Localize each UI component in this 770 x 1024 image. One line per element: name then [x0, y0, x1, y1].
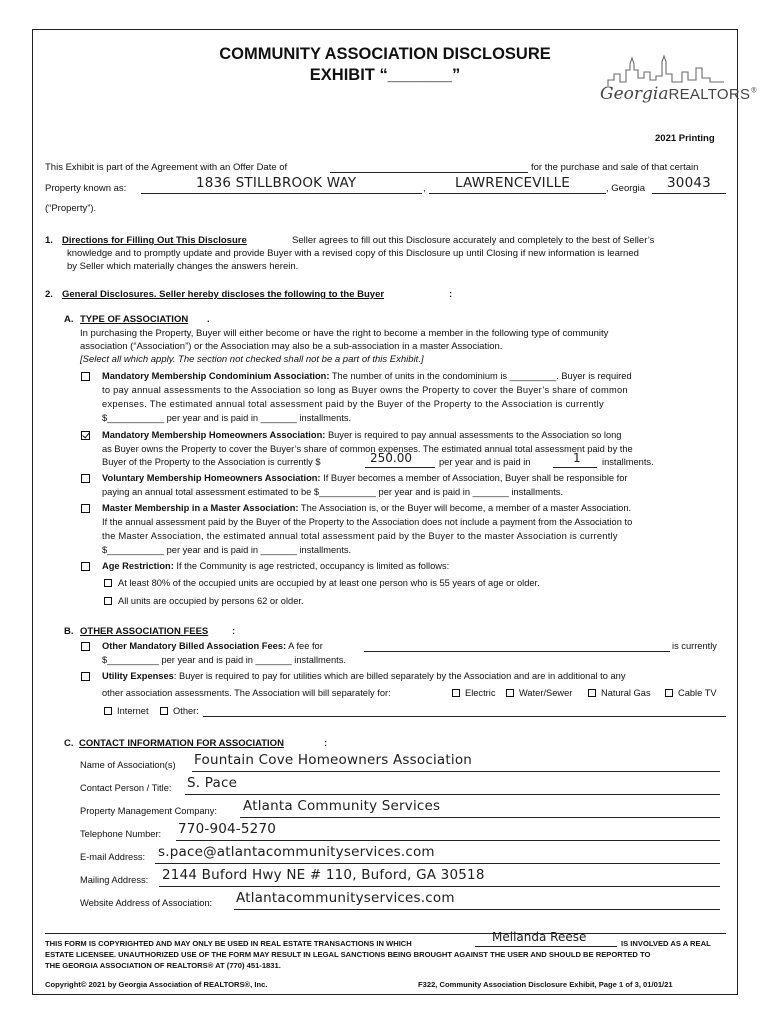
offer-date-field[interactable] — [330, 172, 528, 173]
intro-georgia: , Georgia — [606, 183, 646, 194]
zip-line — [652, 193, 726, 194]
other-utility-label: Other: — [173, 706, 199, 716]
internet-label: Internet — [117, 706, 149, 716]
hoa-amount-field[interactable]: 250.00 — [370, 451, 412, 465]
footer-copy-line3: THE GEORGIA ASSOCIATION OF REALTORS® AT (770) 451-1831. — [45, 961, 281, 970]
website-label: Website Address of Association: — [80, 898, 213, 908]
master-line3: the Master Association, the estimated annual total assessment paid by the Buyer to the master Association is currently — [102, 531, 618, 541]
condo-label: Mandatory Membership Condominium Association: — [102, 371, 330, 381]
other-utility-checkbox[interactable] — [160, 707, 168, 715]
contact-person-field[interactable]: S. Pace — [187, 775, 238, 791]
sectionC-heading: CONTACT INFORMATION FOR ASSOCIATION — [79, 738, 284, 749]
management-company-line — [240, 817, 720, 818]
age-label: Age Restriction: — [102, 561, 174, 571]
sectionB-letter: B. — [64, 626, 74, 637]
condo-line2: to pay annual assessments to the Association so long as Buyer owns the Property to cover the Buyer’s share of common — [102, 385, 628, 395]
management-company-field[interactable]: Atlanta Community Services — [243, 798, 441, 814]
hoa-text1: Buyer is required to pay annual assessments to the Association so long — [327, 430, 622, 440]
condo-line4: $___________ per year and is paid in _______ installments. — [102, 413, 352, 423]
section1-heading: Directions for Filling Out This Disclosure — [62, 235, 247, 246]
age-55-label: At least 80% of the occupied units are occupied by at least one person who is 55 years of age or older. — [118, 578, 540, 588]
sectionA-line1: In purchasing the Property, Buyer will either become or have the right to become a member in the following type of community — [80, 328, 609, 339]
utility-line1 — [102, 671, 626, 681]
telephone-line — [176, 840, 720, 841]
electric-label: Electric — [465, 688, 496, 698]
footer-copy-line2: ESTATE LICENSEE. UNAUTHORIZED USE OF THE FORM MAY RESULT IN LEGAL SANCTIONS BEING BROUGHT AGAINST THE USER AND SHOULD BE REPORTED TO — [45, 950, 651, 959]
email-line — [155, 863, 720, 864]
age-line1 — [102, 561, 449, 571]
exhibit-title: EXHIBIT “_______” — [309, 66, 461, 84]
form-title: COMMUNITY ASSOCIATION DISCLOSURE — [219, 45, 551, 63]
section1-number: 1. — [45, 235, 53, 246]
other-fees-currently: is currently — [672, 641, 717, 651]
age-62-checkbox[interactable] — [104, 597, 112, 605]
logo-reg: ® — [750, 86, 758, 95]
sectionA-line2: association (“Association”) or the Association may also be a sub-association in a master Association. — [80, 341, 503, 352]
electric-checkbox[interactable] — [452, 689, 460, 697]
hoa-mandatory-checkbox[interactable] — [81, 431, 90, 440]
intro-comma: , — [423, 183, 426, 194]
intro-line1-a: This Exhibit is part of the Agreement with an Offer Date of — [45, 162, 288, 173]
section1-line2: knowledge and to promptly update and provide Buyer with a revised copy of this Disclosure up until Closing if new information is learned — [67, 248, 639, 259]
hoa-installments-field[interactable]: 1 — [573, 451, 581, 465]
logo-wordmark — [600, 84, 757, 104]
sectionB-heading: OTHER ASSOCIATION FEES — [80, 626, 209, 637]
sectionC-colon: : — [324, 738, 328, 749]
property-zip-field[interactable]: 30043 — [667, 175, 711, 191]
sectionA-letter: A. — [64, 314, 74, 325]
other-fees-line1 — [102, 641, 323, 651]
age-restriction-checkbox[interactable] — [81, 562, 90, 571]
hoa-line3c: installments. — [602, 457, 654, 467]
logo-word: REALTORS — [668, 86, 751, 103]
contact-person-line — [185, 794, 720, 795]
condo-text1: The number of units in the condominium is _________. Buyer is required — [331, 371, 632, 381]
water-sewer-label: Water/Sewer — [519, 688, 573, 698]
age-62-label: All units are occupied by persons 62 or older. — [118, 596, 304, 606]
email-label: E-mail Address: — [80, 852, 146, 862]
hoa-installments-line — [553, 467, 597, 468]
internet-checkbox[interactable] — [104, 707, 112, 715]
hoa-amount-line — [365, 467, 435, 468]
other-fees-line2: $__________ per year and is paid in _______ installments. — [102, 655, 346, 665]
telephone-field[interactable]: 770-904-5270 — [178, 821, 277, 837]
section2-heading: General Disclosures. Seller hereby discloses the following to the Buyer — [62, 289, 385, 300]
fee-for-field[interactable] — [364, 651, 670, 652]
voluntary-line1 — [102, 473, 628, 483]
copyright-notice: Copyright© 2021 by Georgia Association of REALTORS®, Inc. — [45, 980, 268, 989]
assoc-name-line — [192, 771, 720, 772]
age-55-checkbox[interactable] — [104, 579, 112, 587]
sectionB-colon: : — [232, 626, 236, 637]
mailing-address-line — [159, 886, 720, 887]
voluntary-label: Voluntary Membership Homeowners Association: — [102, 473, 321, 483]
hoa-line1 — [102, 430, 621, 440]
telephone-label: Telephone Number: — [80, 829, 162, 839]
utility-text1: : Buyer is required to pay for utilities which are billed separately by the Association and are in additional to any — [173, 671, 626, 681]
footer-copy-a: THIS FORM IS COPYRIGHTED AND MAY ONLY BE USED IN REAL ESTATE TRANSACTIONS IN WHICH — [45, 939, 412, 948]
master-label: Master Membership in a Master Association: — [102, 503, 299, 513]
condo-association-checkbox[interactable] — [81, 372, 90, 381]
natural-gas-label: Natural Gas — [601, 688, 651, 698]
printing-year: 2021 Printing — [655, 133, 715, 144]
hoa-label: Mandatory Membership Homeowners Association: — [102, 430, 326, 440]
website-line — [234, 909, 720, 910]
sectionA-heading: TYPE OF ASSOCIATION — [80, 314, 189, 325]
website-field[interactable]: Atlantacommunityservices.com — [236, 890, 455, 906]
intro-line3: (“Property”). — [45, 203, 97, 214]
voluntary-line2: paying an annual total assessment estimated to be $___________ per year and is paid in _______ installments. — [102, 487, 564, 497]
hoa-line3a: Buyer of the Property to the Association is currently $ — [102, 457, 321, 467]
form-identifier: F322, Community Association Disclosure Exhibit, Page 1 of 3, 01/01/21 — [418, 980, 673, 989]
contact-person-label: Contact Person / Title: — [80, 783, 172, 793]
hoa-line2: as Buyer owns the Property to cover the Buyer’s share of common expenses. The estimated annual total assessment paid by the — [102, 444, 633, 454]
mailing-address-field[interactable]: 2144 Buford Hwy NE # 110, Buford, GA 30518 — [162, 867, 485, 883]
cable-tv-label: Cable TV — [678, 688, 717, 698]
utility-expenses-checkbox[interactable] — [81, 672, 90, 681]
licensee-name-field[interactable]: Mellanda Reese — [492, 930, 587, 944]
section1-line3: by Seller which materially changes the answers herein. — [67, 261, 299, 272]
management-company-label: Property Management Company: — [80, 806, 217, 816]
sectionA-period: . — [207, 314, 210, 325]
master-line4: $___________ per year and is paid in _______ installments. — [102, 545, 352, 555]
logo-script: Georgia — [600, 84, 669, 104]
assoc-name-label: Name of Association(s) — [80, 760, 176, 770]
other-fees-checkbox[interactable] — [81, 642, 90, 651]
section1-line1: Seller agrees to fill out this Disclosure accurately and completely to the best of Seller’s — [292, 235, 655, 246]
section2-number: 2. — [45, 289, 53, 300]
address-line — [141, 193, 422, 194]
hoa-voluntary-checkbox[interactable] — [81, 474, 90, 483]
assoc-name-field[interactable]: Fountain Cove Homeowners Association — [194, 752, 473, 768]
condo-line3: expenses. The estimated annual total assessment paid by the Buyer of the Property to the Association is currently — [102, 399, 604, 409]
intro-line2-a: Property known as: — [45, 183, 127, 194]
other-utility-field[interactable] — [203, 716, 726, 717]
footer-rule — [45, 933, 726, 934]
georgia-realtors-logo — [598, 52, 758, 112]
age-text1: If the Community is age restricted, occupancy is limited as follows: — [176, 561, 450, 571]
email-field[interactable]: s.pace@atlantacommunityservices.com — [158, 844, 435, 860]
master-text1: The Association is, or the Buyer will become, a member of a master Association. — [300, 503, 632, 513]
water-sewer-checkbox[interactable] — [506, 689, 514, 697]
condo-line1 — [102, 371, 632, 381]
utility-label: Utility Expenses — [102, 671, 174, 681]
utility-line2: other association assessments. The Association will bill separately for: — [102, 688, 391, 698]
master-association-checkbox[interactable] — [81, 504, 90, 513]
other-fees-label: Other Mandatory Billed Association Fees: — [102, 641, 287, 651]
property-address-field[interactable]: 1836 STILLBROOK WAY — [196, 175, 357, 191]
mailing-address-label: Mailing Address: — [80, 875, 149, 885]
master-line2: If the annual assessment paid by the Buyer of the Property to the Association does not include a payment from the Association to — [102, 517, 633, 527]
sectionC-letter: C. — [64, 738, 74, 749]
cable-tv-checkbox[interactable] — [665, 689, 673, 697]
skyline-icon — [598, 52, 732, 88]
master-line1 — [102, 503, 631, 513]
sectionA-instruction: [Select all which apply. The section not checked shall not be a part of this Exhibit.] — [80, 354, 424, 365]
property-city-field[interactable]: LAWRENCEVILLE — [455, 175, 571, 191]
voluntary-text1: If Buyer becomes a member of Association, Buyer shall be responsible for — [323, 473, 628, 483]
licensee-line — [475, 946, 617, 947]
intro-line1-b: for the purchase and sale of that certain — [531, 162, 699, 173]
other-fees-text: A fee for — [288, 641, 323, 651]
hoa-line3b: per year and is paid in — [439, 457, 531, 467]
natural-gas-checkbox[interactable] — [588, 689, 596, 697]
footer-copy-b: IS INVOLVED AS A REAL — [621, 939, 711, 948]
section2-colon: : — [449, 289, 453, 300]
city-line — [429, 193, 606, 194]
